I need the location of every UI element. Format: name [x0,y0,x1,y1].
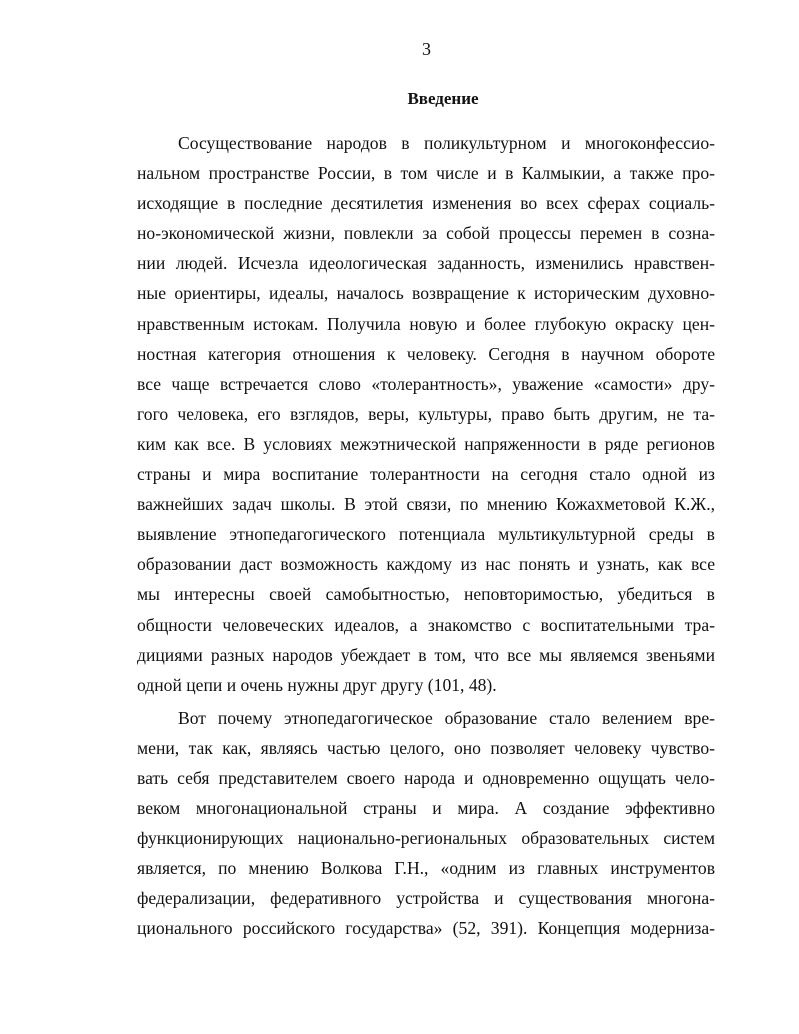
body-text [137,128,715,944]
text-line: но-экономической жизни, повлекли за собой процессы перемен в созна- [137,223,715,244]
text-line: функционирующих национально-региональных образовательных систем [137,828,715,849]
section-heading: Введение [407,89,479,108]
text-line: является, по мнению Волкова Г.Н., «одним из главных инструментов [137,858,715,879]
text-line: ционального российского государства» (52, 391). Концепция модерниза- [137,918,715,939]
text-line: образовании даст возможность каждому из нас понять и узнать, как все [137,554,715,575]
paragraph-1 [137,128,715,700]
text-line: федерализации, федеративного устройства и существования многона- [137,888,715,909]
text-line: веком многонациональной страны и мира. А создание эффективно [137,798,715,819]
text-line: страны и мира воспитание толерантности на сегодня стало одной из [137,464,715,485]
text-line: общности человеческих идеалов, а знакомство с воспитательными тра- [137,614,715,635]
text-line: Вот почему этнопедагогическое образование стало велением вре- [178,707,715,728]
text-line: все чаще встречается слово «толерантность», уважение «самости» дру- [137,373,715,394]
text-line: Сосуществование народов в поликультурном и многоконфессио- [178,133,715,153]
page-number: 3 [422,39,431,59]
text-line: вать себя представителем своего народа и одновременно ощущать чело- [137,767,715,788]
text-line: ностная категория отношения к человеку. Сегодня в научном обороте [137,343,715,364]
text-line: нравственным истокам. Получила новую и более глубокую окраску цен- [137,313,715,334]
text-line: ные ориентиры, идеалы, началось возвращение к историческим духовно- [137,283,715,304]
text-line: одной цепи и очень нужны друг другу (101, 48). [137,674,497,695]
paragraph-2 [137,703,715,944]
text-line: нальном пространстве России, в том числе и в Калмыкии, а также про- [137,163,715,184]
text-line: важнейших задач школы. В этой связи, по мнению Кожахметовой К.Ж., [137,494,715,515]
text-line: выявление этнопедагогического потенциала мультикультурной среды в [137,524,715,545]
text-line: ким как все. В условиях межэтнической напряженности в ряде регионов [137,433,715,454]
text-line: дициями разных народов убеждает в том, что все мы являемся звеньями [137,644,715,665]
text-line: гого человека, его взглядов, веры, культуры, право быть другим, не та- [137,403,715,424]
text-line: исходящие в последние десятилетия изменения во всех сферах социаль- [137,193,715,214]
text-line: нии людей. Исчезла идеологическая заданность, изменились нравствен- [137,253,715,274]
text-line: мы интересны своей самобытностью, неповторимостью, убедиться в [137,584,715,605]
text-line: мени, так как, являясь частью целого, оно позволяет человеку чувство- [137,737,715,758]
